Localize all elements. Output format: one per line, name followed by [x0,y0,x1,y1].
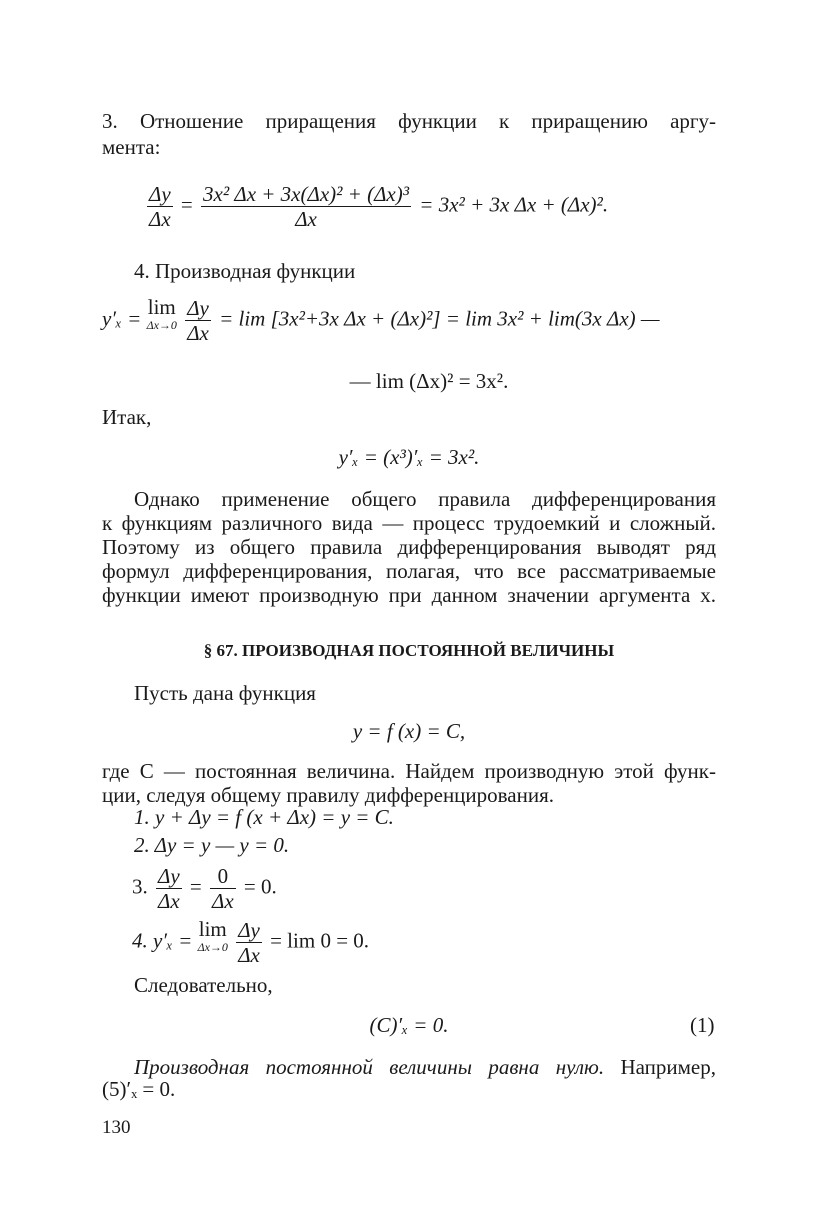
step-2: 2. Δy = y — y = 0. [134,833,290,857]
step-4-label: 4. Производная функции [134,259,356,283]
paragraph-2-line-1: Однако применение общего правила дифференцирования [134,487,716,511]
formula-constant-function: y = f (x) = C, [352,719,466,743]
formula-ratio: $\frac{\Delta y}{\Delta x}$ = $\frac{\text{3x² Δx + 3x(Δx)² + (Δx)³}}{\Delta x}$ = 3x² + 3x Δx + (Δx)². [149,182,609,231]
paragraph-5-line-1: Производная постоянной величины равна нулю. Например, [134,1055,716,1079]
formula-derivative-limit-line-2: — lim (Δx)² = 3x². [349,369,509,393]
formula-cube-derivative: y′ₓ = (x³)′ₓ = 3x². [338,445,480,469]
step-1: 1. y + Δy = f (x + Δx) = y = C. [134,805,394,829]
step-4: 4. y′ₓ = lim Δx→0 $\frac{\Delta y}{\Delta x}$ = lim 0 = 0. [132,917,370,967]
step-3: 3. $\frac{\Delta y}{\Delta x}$ = $\frac{0}{\Delta x}$ = 0. [132,864,277,913]
formula-ratio-lhs: $\frac{\Delta y}{\Delta x}$ [149,182,171,231]
itak-word: Итак, [102,405,152,429]
formula-ratio-mid: $\frac{\text{3x² Δx + 3x(Δx)² + (Δx)³}}{\Delta x}$ [203,182,410,231]
paragraph-5-line-2: (5)′ₓ = 0. [102,1077,176,1101]
formula-ratio-rhs: = 3x² + 3x Δx + (Δx)². [419,192,609,217]
paragraph-1-line-2: мента: [102,135,161,159]
paragraph-2-line-2: к функциям различного вида — процесс трудоемкий и сложный. [102,511,716,535]
sledovatelno-word: Следовательно, [134,973,273,997]
paragraph-2-line-3: Поэтому из общего правила дифференцирования выводят ряд [102,535,716,559]
paragraph-4-line-2: ции, следуя общему правилу дифференцирования. [102,783,555,807]
paragraph-4-line-1: где C — постоянная величина. Найдем производную этой функ- [102,759,716,783]
formula-constant-derivative: (C)′ₓ = 0. [369,1013,449,1037]
paragraph-2-line-5: функции имеют производную при данном значении аргумента x. [102,583,716,607]
section-heading: § 67. ПРОИЗВОДНАЯ ПОСТОЯННОЙ ВЕЛИЧИНЫ [203,641,615,660]
limit-fraction: $\frac{\Delta y}{\Delta x}$ [187,296,209,345]
paragraph-1-line-1: 3. Отношение приращения функции к приращению аргу- [102,109,716,133]
page-number: 130 [102,1117,131,1138]
paragraph-3: Пусть дана функция [134,681,316,705]
equation-number: (1) [690,1013,715,1037]
paragraph-2-line-4: формул дифференцирования, полагая, что все рассматриваемые [102,559,716,583]
formula-derivative-limit: y′ₓ = lim Δx→0 $\frac{\Delta y}{\Delta x}$ = lim [3x²+3x Δx + (Δx)²] = lim 3x² + lim(3x Δx) — [102,295,660,345]
limit-operator: lim Δx→0 [146,295,177,332]
